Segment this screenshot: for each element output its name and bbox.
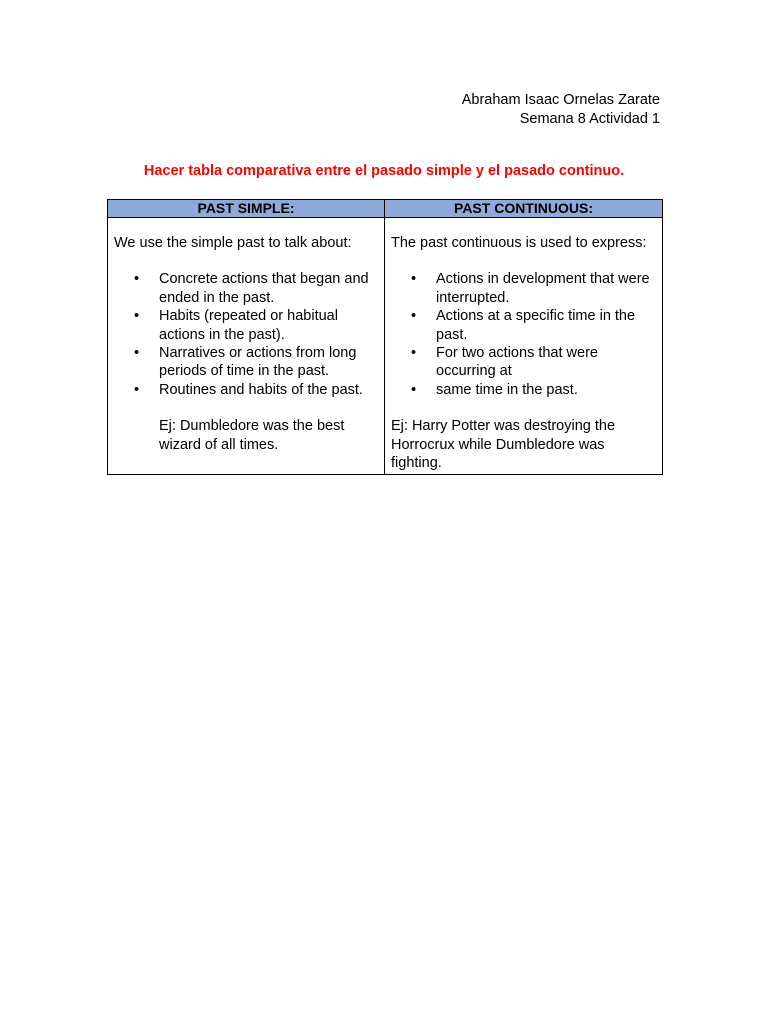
author-name: Abraham Isaac Ornelas Zarate — [461, 92, 660, 108]
list-item-text: Concrete actions that began and ended in the past. — [159, 271, 369, 306]
bullet-icon: • — [411, 271, 417, 288]
list-item-text: same time in the past. — [436, 381, 578, 398]
bullet-icon: • — [134, 308, 140, 325]
past-continuous-list — [391, 270, 656, 399]
bullet-icon: • — [134, 271, 140, 288]
past-continuous-heading: PAST CONTINUOUS: — [385, 200, 663, 218]
past-simple-heading: PAST SIMPLE: — [108, 200, 385, 218]
list-item-text: Habits (repeated or habitual actions in the past). — [159, 308, 338, 343]
bullet-icon: • — [411, 345, 417, 362]
past-continuous-cell — [385, 218, 663, 475]
bullet-icon: • — [411, 308, 417, 325]
list-item — [391, 307, 656, 344]
bullet-icon: • — [411, 381, 417, 398]
list-item-text: Actions in development that were interrupted. — [436, 271, 650, 306]
list-item-text: Actions at a specific time in the past. — [436, 308, 636, 343]
list-item — [114, 344, 378, 381]
list-item-text: Routines and habits of the past. — [159, 381, 363, 398]
list-item-text: Narratives or actions from long periods of time in the past. — [159, 345, 357, 380]
past-continuous-intro: The past continuous is used to express: — [391, 235, 647, 251]
list-item-text: For two actions that were occurring at — [436, 345, 598, 380]
past-simple-example: Ej: Dumbledore was the best wizard of all times. — [159, 418, 345, 453]
list-item — [391, 344, 656, 381]
bullet-icon: • — [134, 345, 140, 362]
assignment-label: Semana 8 Actividad 1 — [519, 111, 660, 127]
past-simple-intro: We use the simple past to talk about: — [114, 235, 352, 251]
past-simple-list — [114, 270, 378, 399]
header-block — [462, 91, 660, 129]
list-item — [114, 381, 378, 399]
past-continuous-example: Ej: Harry Potter was destroying the Horrocrux while Dumbledore was fighting. — [391, 418, 616, 472]
instruction-title: Hacer tabla comparativa entre el pasado simple y el pasado continuo. — [143, 163, 625, 179]
past-simple-cell — [108, 218, 385, 475]
list-item — [391, 381, 656, 399]
bullet-icon: • — [134, 381, 140, 398]
comparison-table — [107, 199, 663, 475]
list-item — [114, 307, 378, 344]
table-header-row — [108, 200, 663, 218]
table-row — [108, 218, 663, 475]
list-item — [114, 270, 378, 307]
list-item — [391, 270, 656, 307]
